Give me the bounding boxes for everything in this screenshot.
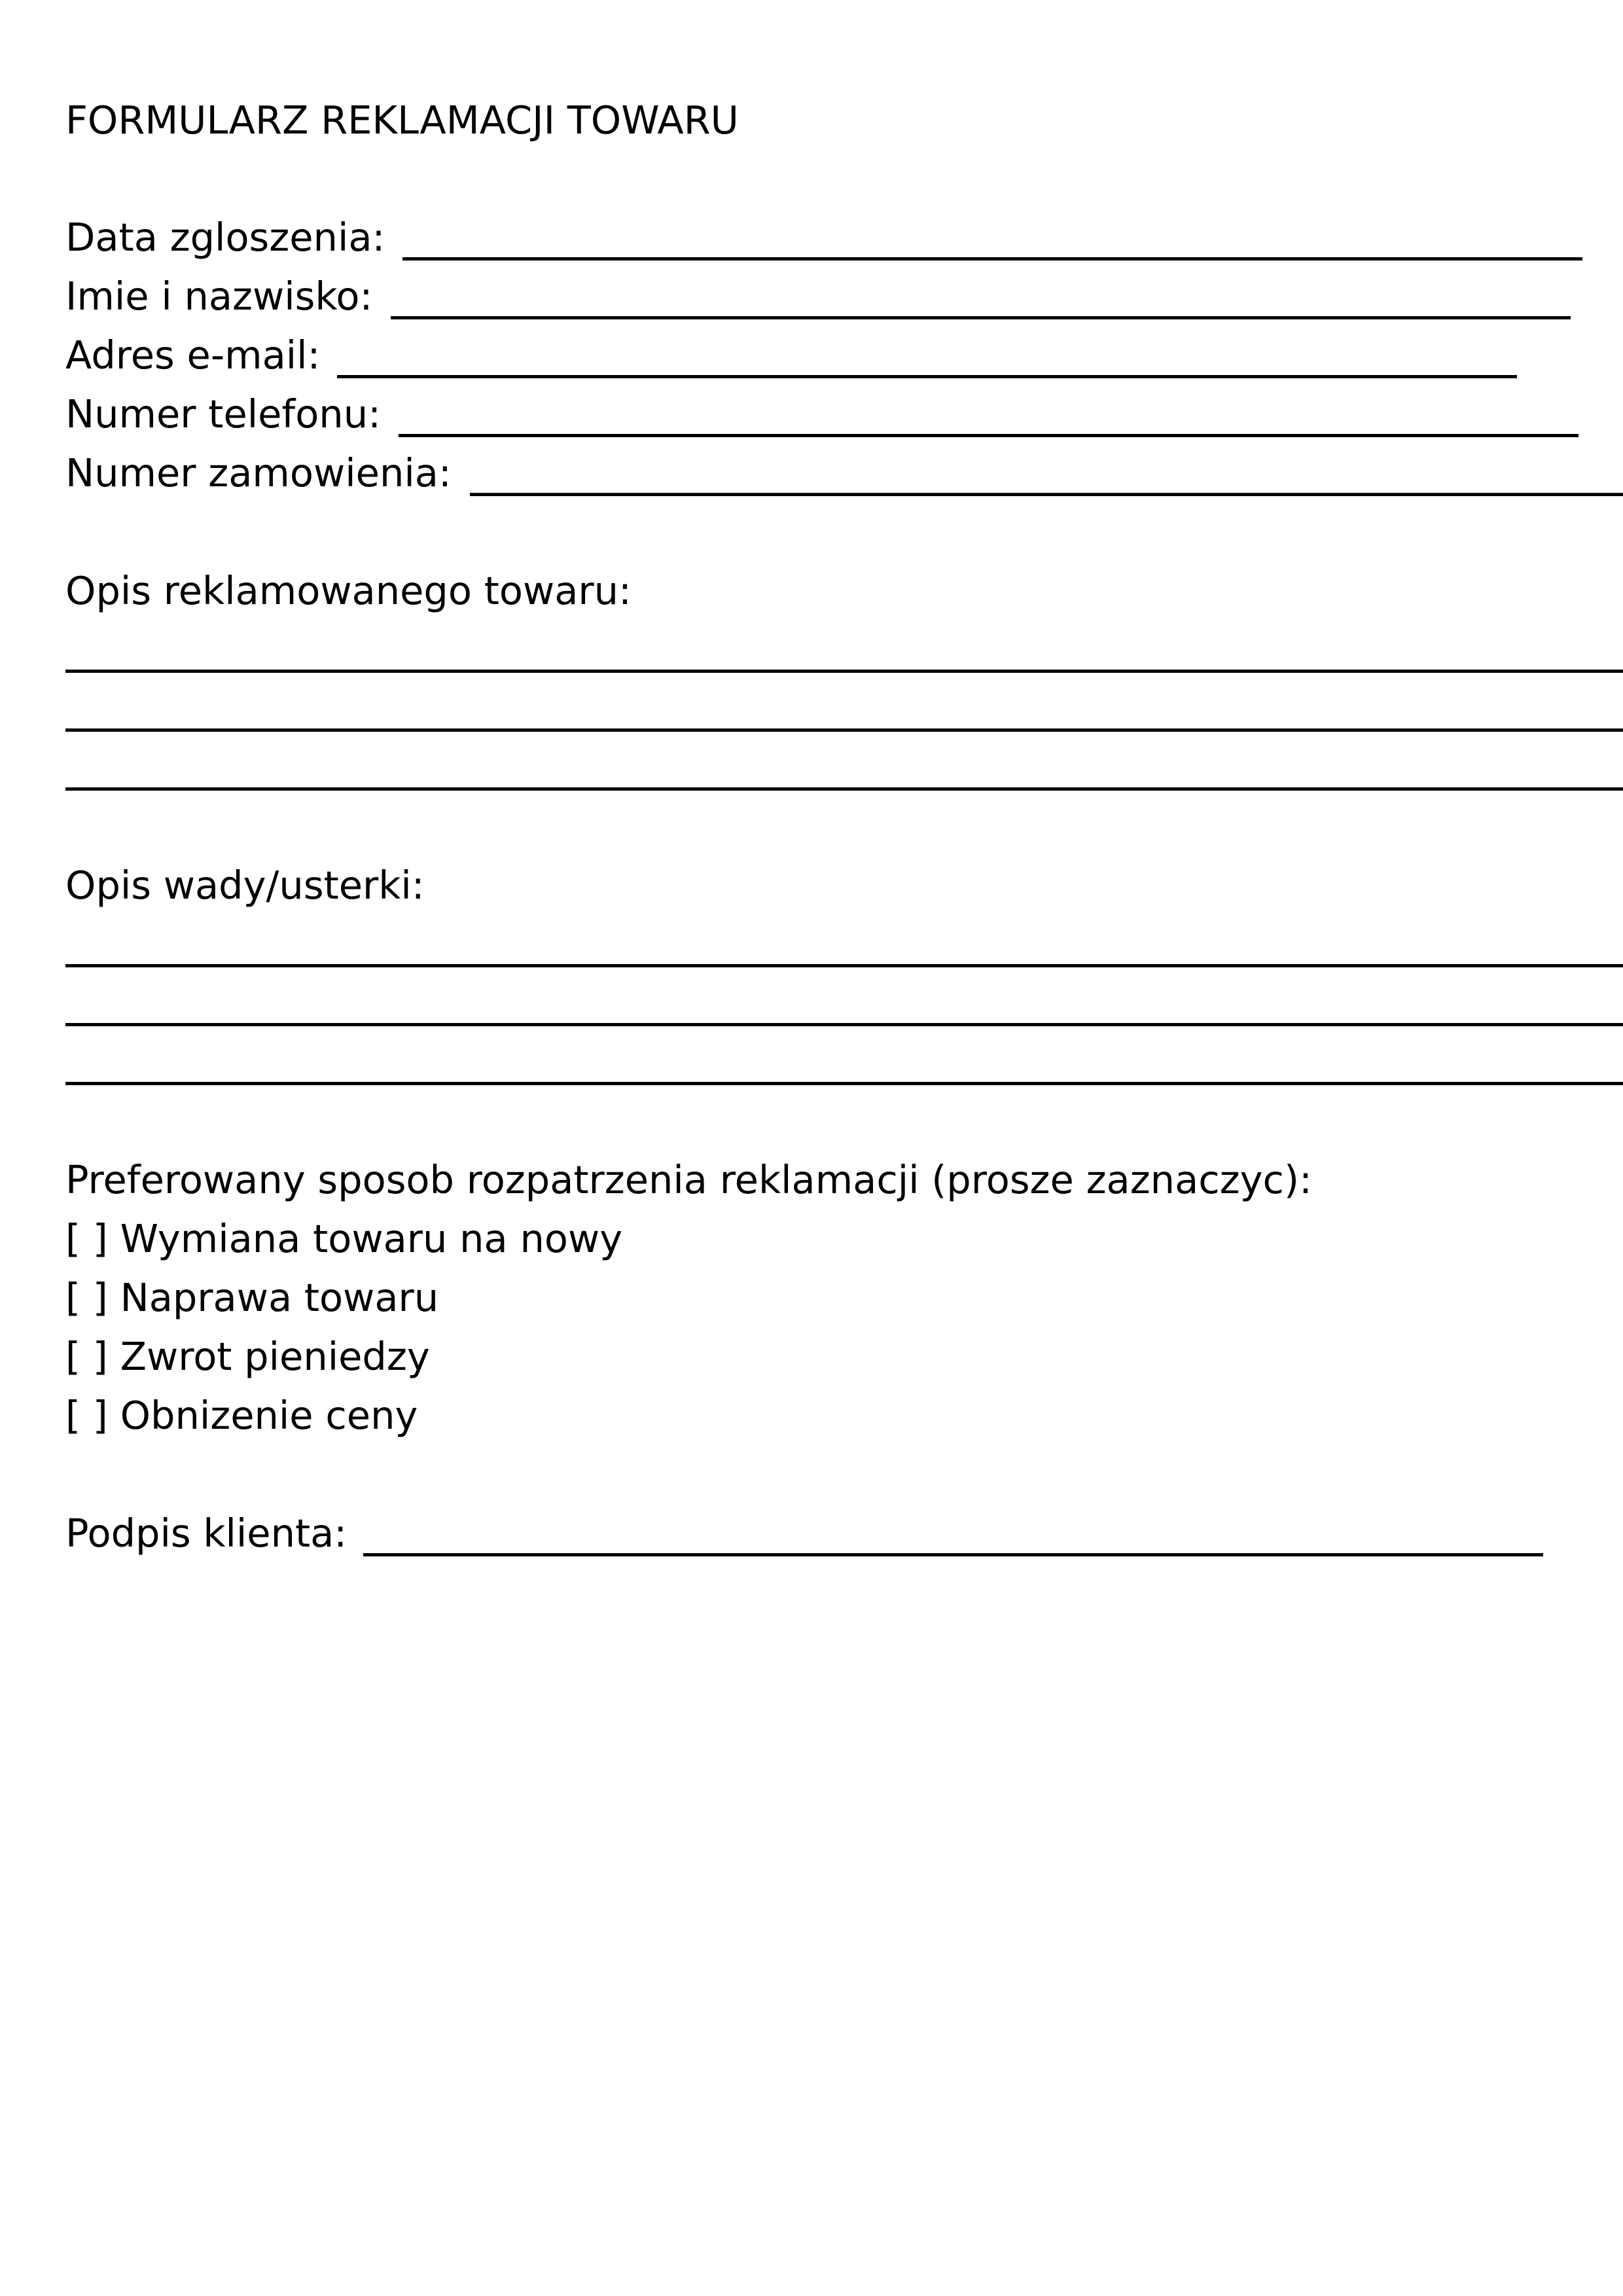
product-description-line-1[interactable] (65, 670, 1623, 673)
field-email-label: Adres e-mail: (65, 332, 321, 378)
resolution-option-refund[interactable] (65, 1334, 430, 1379)
field-order-input[interactable] (470, 493, 1623, 496)
field-date-label: Data zgloszenia: (65, 215, 385, 260)
field-phone-input[interactable] (399, 434, 1578, 437)
resolution-option-label: Zwrot pieniedzy (120, 1334, 430, 1379)
resolution-heading: Preferowany sposob rozpatrzenia reklamacji (prosze zaznaczyc): (65, 1157, 1312, 1202)
resolution-option-repair[interactable] (65, 1275, 439, 1320)
signature-input[interactable] (363, 1553, 1543, 1556)
signature-label: Podpis klienta: (65, 1511, 348, 1556)
field-phone-label: Numer telefonu: (65, 391, 381, 437)
resolution-option-label: Wymiana towaru na nowy (120, 1216, 623, 1261)
defect-description-line-2[interactable] (65, 1023, 1623, 1026)
checkbox-mark[interactable]: [ ] (65, 1393, 108, 1438)
product-description-line-3[interactable] (65, 787, 1623, 791)
field-name-input[interactable] (391, 316, 1571, 319)
product-description-label: Opis reklamowanego towaru: (65, 568, 632, 613)
field-email-input[interactable] (337, 375, 1517, 378)
resolution-option-label: Naprawa towaru (120, 1275, 439, 1320)
product-description-line-2[interactable] (65, 728, 1623, 732)
checkbox-mark[interactable]: [ ] (65, 1334, 108, 1379)
field-date-input[interactable] (402, 257, 1582, 260)
checkbox-mark[interactable]: [ ] (65, 1216, 108, 1261)
defect-description-line-1[interactable] (65, 964, 1623, 967)
field-name-label: Imie i nazwisko: (65, 274, 373, 319)
resolution-option-label: Obnizenie ceny (120, 1393, 418, 1438)
checkbox-mark[interactable]: [ ] (65, 1275, 108, 1320)
resolution-option-discount[interactable] (65, 1393, 418, 1438)
field-order-label: Numer zamowienia: (65, 450, 452, 495)
defect-description-line-3[interactable] (65, 1082, 1623, 1085)
defect-description-label: Opis wady/usterki: (65, 863, 425, 908)
resolution-option-replace[interactable] (65, 1216, 623, 1261)
form-title: FORMULARZ REKLAMACJI TOWARU (65, 98, 739, 143)
